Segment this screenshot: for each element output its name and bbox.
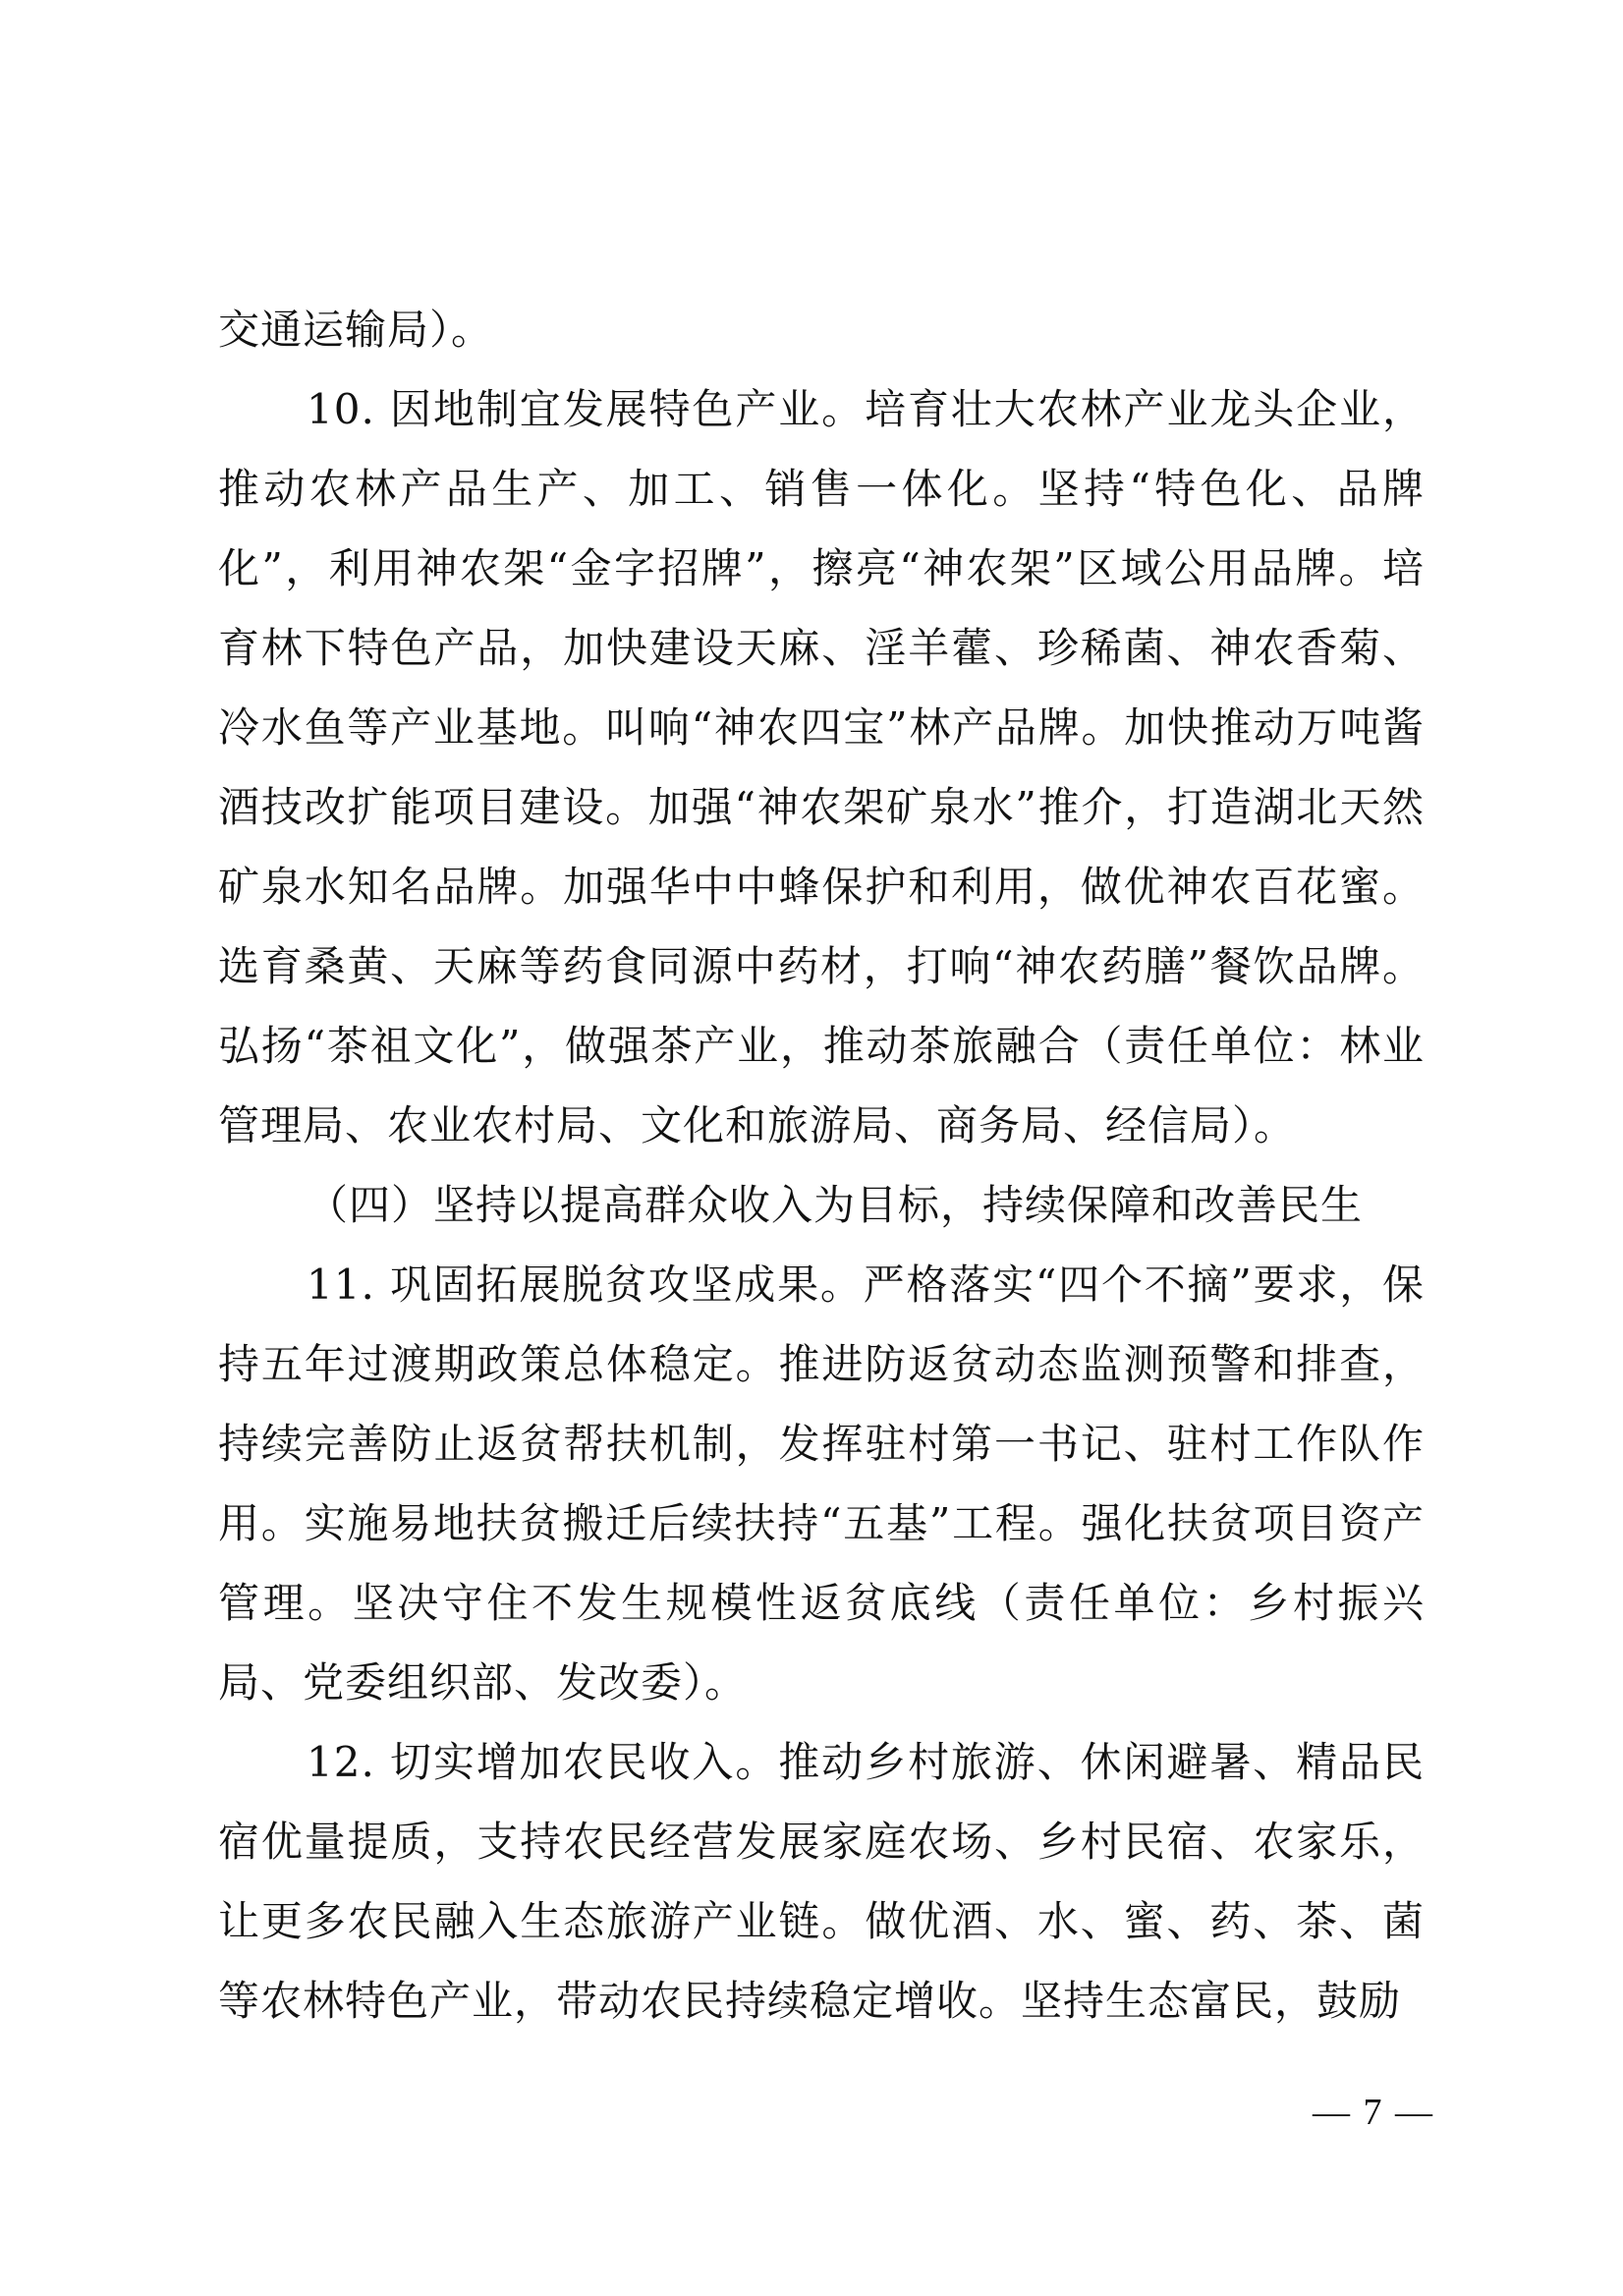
document-body — [218, 290, 1425, 2041]
paragraph-continuation: 交通运输局）。 — [218, 306, 494, 354]
paragraph-item-12: 12. 切实增加农民收入。推动乡村旅游、休闲避暑、精品民宿优量提质，支持农民经营发展家庭农场、乡村民宿、农家乐，让更多农民融入生态旅游产业链。做优酒、水、蜜、药、茶、菌等农林特色产业，带动农民持续稳定增收。坚持生态富民，鼓励 — [218, 1738, 1425, 2025]
section-heading-4: （四）坚持以提高群众收入为目标，持续保障和改善民生 — [307, 1181, 1364, 1229]
page-number: — 7 — — [1313, 2092, 1434, 2133]
paragraph-item-10: 10. 因地制宜发展特色产业。培育壮大农林产业龙头企业，推动农林产品生产、加工、销售一体化。坚持“特色化、品牌化”，利用神农架“金字招牌”，擦亮“神农架”区域公用品牌。培育林下特色产品，加快建设天麻、淫羊藿、珍稀菌、神农香菊、冷水鱼等产业基地。叫响“神农四宝”林产品牌。加快推动万吨酱酒技改扩能项目建设。加强“神农架矿泉水”推介，打造湖北天然矿泉水知名品牌。加强华中中蜂保护和利用，做优神农百花蜜。选育桑黄、天麻等药食同源中药材，打响“神农药膳”餐饮品牌。弘扬“茶祖文化”，做强茶产业，推动茶旅融合（责任单位：林业管理局、农业农村局、文化和旅游局、商务局、经信局）。 — [218, 385, 1425, 1149]
paragraph-item-11: 11. 巩固拓展脱贫攻坚成果。严格落实“四个不摘”要求，保持五年过渡期政策总体稳定。推进防返贫动态监测预警和排查，持续完善防止返贫帮扶机制，发挥驻村第一书记、驻村工作队作用。实施易地扶贫搬迁后续扶持“五基”工程。强化扶贫项目资产管理。坚决守住不发生规模性返贫底线（责任单位：乡村振兴局、党委组织部、发改委）。 — [218, 1260, 1425, 1707]
